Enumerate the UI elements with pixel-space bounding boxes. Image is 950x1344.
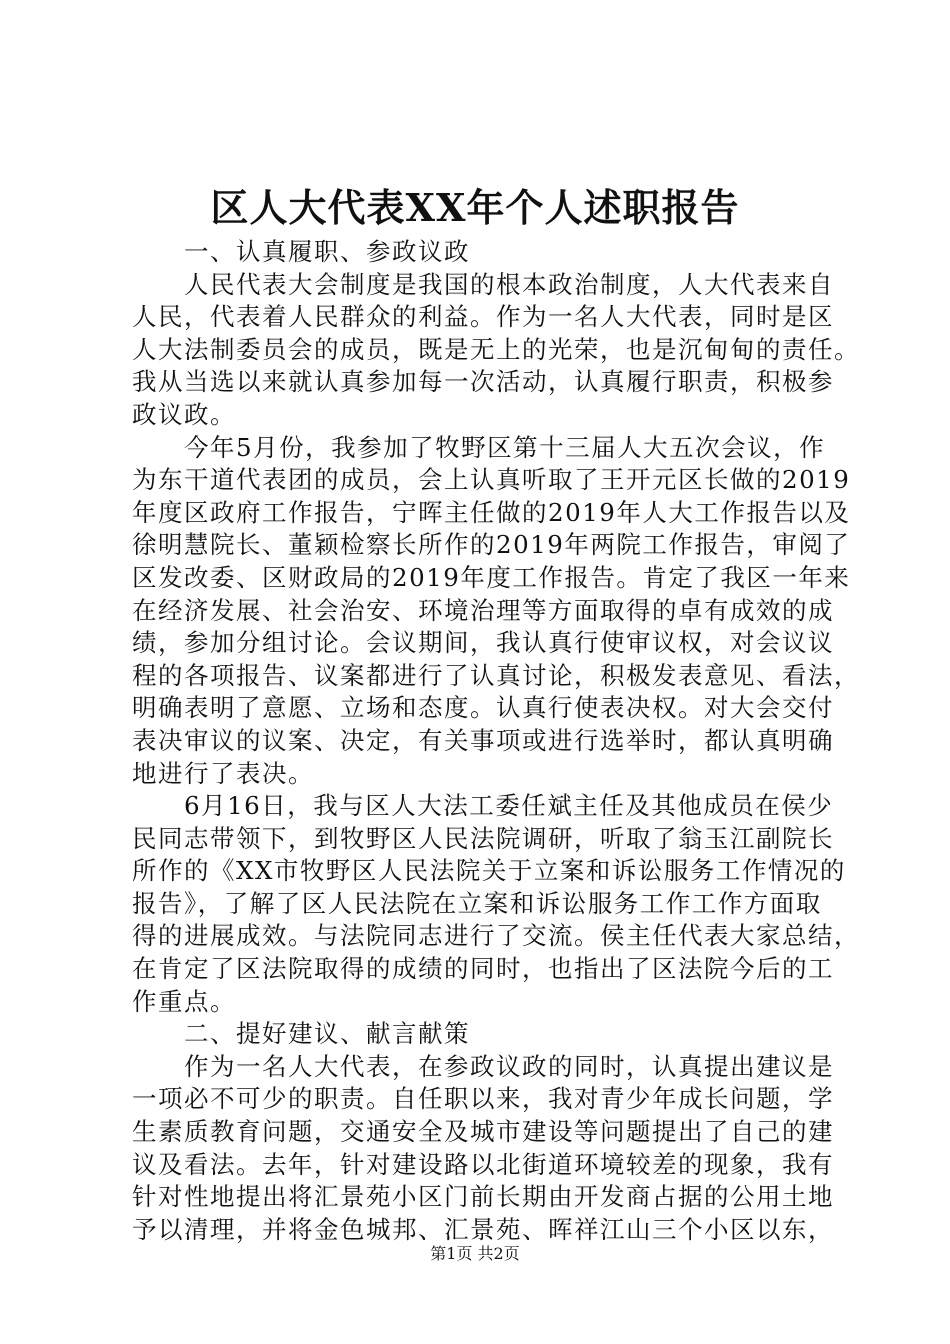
body-line: 徐明慧院长、董颖检察长所作的2019年两院工作报告，审阅了 — [132, 530, 851, 560]
body-line: 二、提好建议、献言献策 — [132, 1019, 470, 1049]
body-line: 程的各项报告、议案都进行了认真讨论，积极发表意见、看法， — [132, 660, 860, 690]
body-line: 予以清理，并将金色城邦、汇景苑、晖祥江山三个小区以东， — [132, 1214, 834, 1244]
body-line: 为东干道代表团的成员，会上认真听取了王开元区长做的2019 — [132, 465, 851, 495]
document-body — [132, 236, 860, 1246]
body-line: 在肯定了区法院取得的成绩的同时，也指出了区法院今后的工 — [132, 954, 834, 984]
body-line: 区发改委、区财政局的2019年度工作报告。肯定了我区一年来 — [132, 562, 851, 592]
body-line: 年度区政府工作报告，宁晖主任做的2019年人大工作报告以及 — [132, 497, 851, 527]
body-line: 针对性地提出将汇景苑小区门前长期由开发商占据的公用土地 — [132, 1182, 834, 1212]
body-line: 人民代表大会制度是我国的根本政治制度，人大代表来自 — [132, 269, 834, 299]
body-line: 一、认真履职、参政议政 — [132, 237, 470, 266]
body-line: 地进行了表决。 — [132, 758, 314, 788]
body-line: 一项必不可少的职责。自任职以来，我对青少年成长问题，学 — [132, 1084, 834, 1114]
page-footer: 第1页 共2页 — [430, 1244, 520, 1263]
body-line: 作重点。 — [132, 986, 236, 1016]
body-line: 得的进展成效。与法院同志进行了交流。侯主任代表大家总结， — [132, 921, 860, 951]
body-line: 我从当选以来就认真参加每一次活动，认真履行职责，积极参 — [132, 367, 834, 397]
body-line: 明确表明了意愿、立场和态度。认真行使表决权。对大会交付 — [132, 693, 834, 723]
body-line: 人民，代表着人民群众的利益。作为一名人大代表，同时是区 — [132, 302, 834, 332]
body-line: 报告》，了解了区人民法院在立案和诉讼服务工作工作方面取 — [132, 888, 822, 918]
body-line: 政议政。 — [132, 399, 236, 429]
body-line: 生素质教育问题，交通安全及城市建设等问题提出了自己的建 — [132, 1117, 834, 1147]
body-line: 人大法制委员会的成员，既是无上的光荣，也是沉甸甸的责任。 — [132, 334, 860, 364]
body-line: 议及看法。去年，针对建设路以北街道环境较差的现象，我有 — [132, 1149, 834, 1179]
body-line: 所作的《XX市牧野区人民法院关于立案和诉讼服务工作情况的 — [132, 856, 846, 886]
body-line: 绩，参加分组讨论。会议期间，我认真行使审议权，对会议议 — [132, 628, 834, 658]
body-line: 表决审议的议案、决定，有关事项或进行选举时，都认真明确 — [132, 725, 834, 755]
body-line: 民同志带领下，到牧野区人民法院调研，听取了翁玉江副院长 — [132, 823, 834, 853]
body-line: 今年5月份，我参加了牧野区第十三届人大五次会议，作 — [132, 432, 826, 462]
body-line: 6月16日，我与区人大法工委任斌主任及其他成员在侯少 — [132, 791, 834, 821]
body-line: 在经济发展、社会治安、环境治理等方面取得的卓有成效的成 — [132, 595, 834, 625]
document-title: 区人大代表XX年个人述职报告 — [210, 185, 740, 230]
body-line: 作为一名人大代表，在参政议政的同时，认真提出建议是 — [132, 1051, 834, 1081]
